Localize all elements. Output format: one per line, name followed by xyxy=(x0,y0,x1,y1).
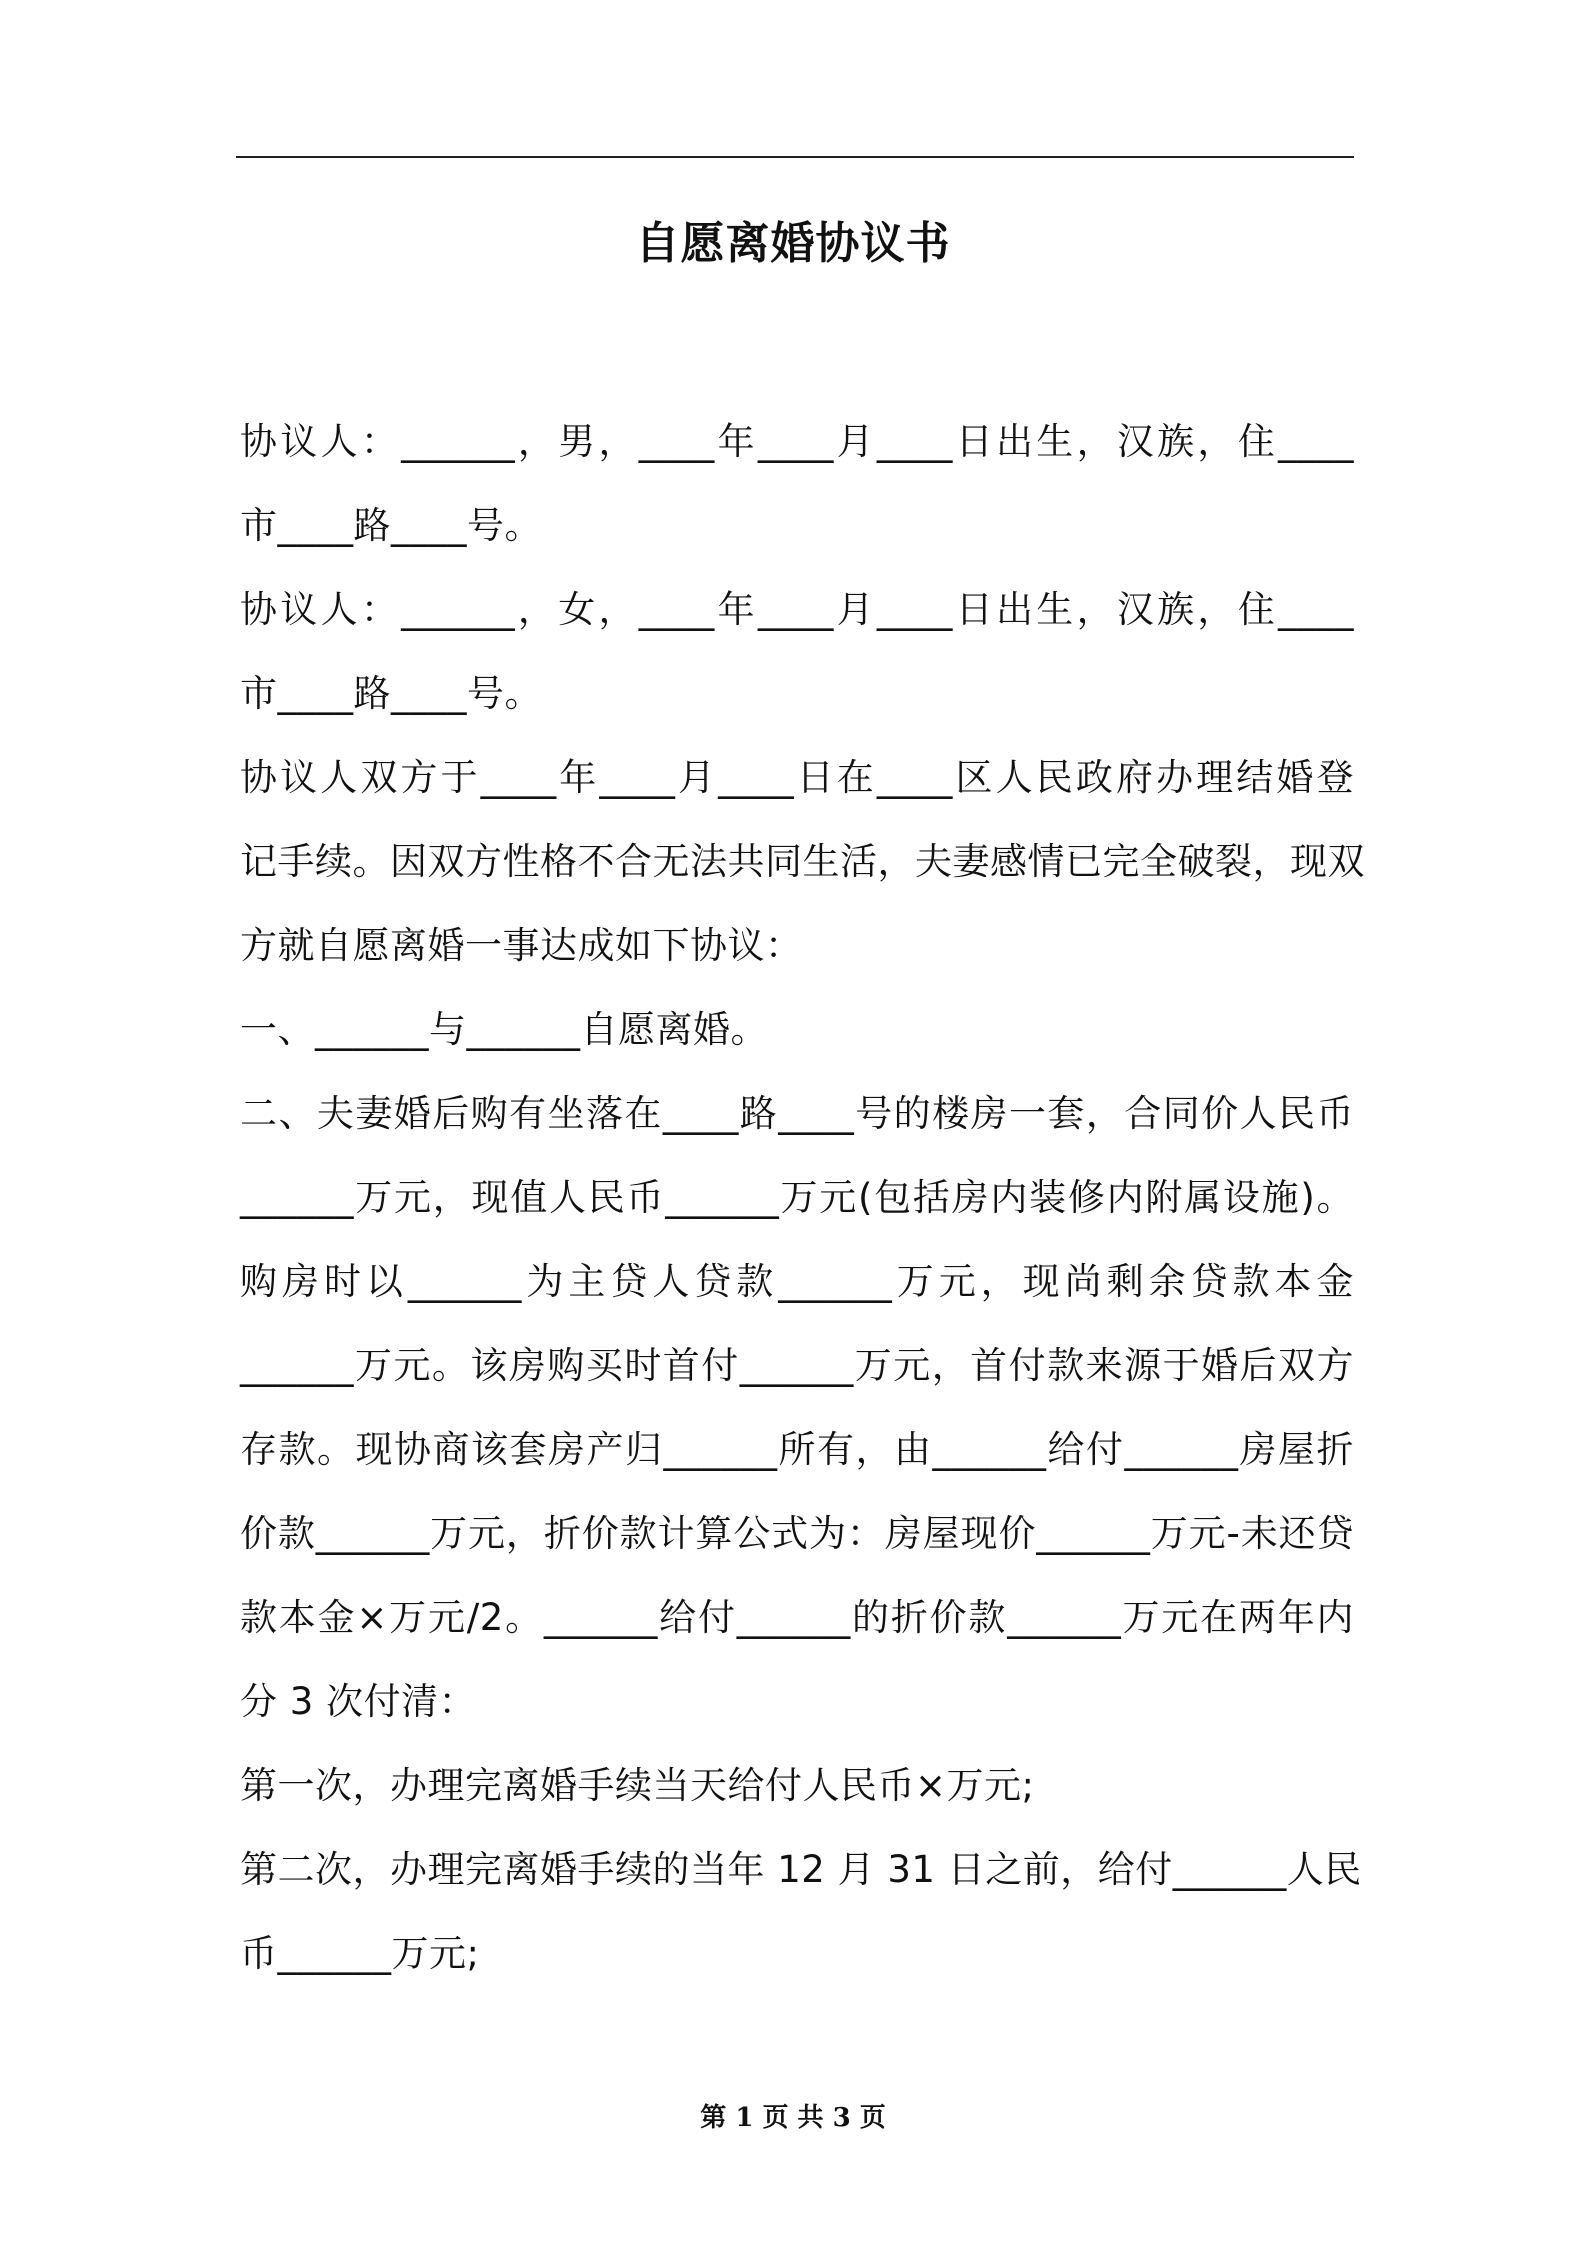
body-line: 市____路____号。 xyxy=(240,504,542,547)
body-line: 市____路____号。 xyxy=(240,672,542,715)
document-body xyxy=(240,400,1365,1996)
body-line: ______万元。该房购买时首付______万元，首付款来源于婚后双方 xyxy=(240,1344,1354,1387)
body-line: 二、夫妻婚后购有坐落在____路____号的楼房一套，合同价人民币 xyxy=(240,1092,1354,1135)
body-line: 存款。现协商该套房产归______所有，由______给付______房屋折 xyxy=(240,1428,1354,1471)
body-line: 第一次，办理完离婚手续当天给付人民币×万元; xyxy=(240,1764,1035,1807)
header-rule xyxy=(236,156,1354,158)
body-line: 一、______与______自愿离婚。 xyxy=(240,1008,768,1051)
body-line: 协议人：______，女，____年____月____日出生，汉族，住____ xyxy=(240,588,1354,631)
body-line: 协议人双方于____年____月____日在____区人民政府办理结婚登 xyxy=(240,756,1354,799)
body-line: 方就自愿离婚一事达成如下协议： xyxy=(240,924,803,967)
body-line: 记手续。因双方性格不合无法共同生活，夫妻感情已完全破裂，现双 xyxy=(240,840,1365,883)
body-line: 协议人：______，男，____年____月____日出生，汉族，住____ xyxy=(240,420,1354,463)
body-line: 币______万元; xyxy=(240,1932,480,1975)
body-line: 分 3 次付清： xyxy=(240,1680,477,1723)
body-line: 购房时以______为主贷人贷款______万元，现尚剩余贷款本金 xyxy=(240,1260,1354,1303)
body-line: 第二次，办理完离婚手续的当年 12 月 31 日之前，给付______人民 xyxy=(240,1848,1362,1891)
document-title: 自愿离婚协议书 xyxy=(635,218,951,269)
page-number: 第 1 页 共 3 页 xyxy=(700,2103,886,2133)
body-line: ______万元，现值人民币______万元(包括房内装修内附属设施)。 xyxy=(240,1176,1354,1219)
body-line: 价款______万元，折价款计算公式为：房屋现价______万元-未还贷 xyxy=(240,1512,1354,1555)
body-line: 款本金×万元/2。______给付______的折价款______万元在两年内 xyxy=(240,1596,1354,1639)
